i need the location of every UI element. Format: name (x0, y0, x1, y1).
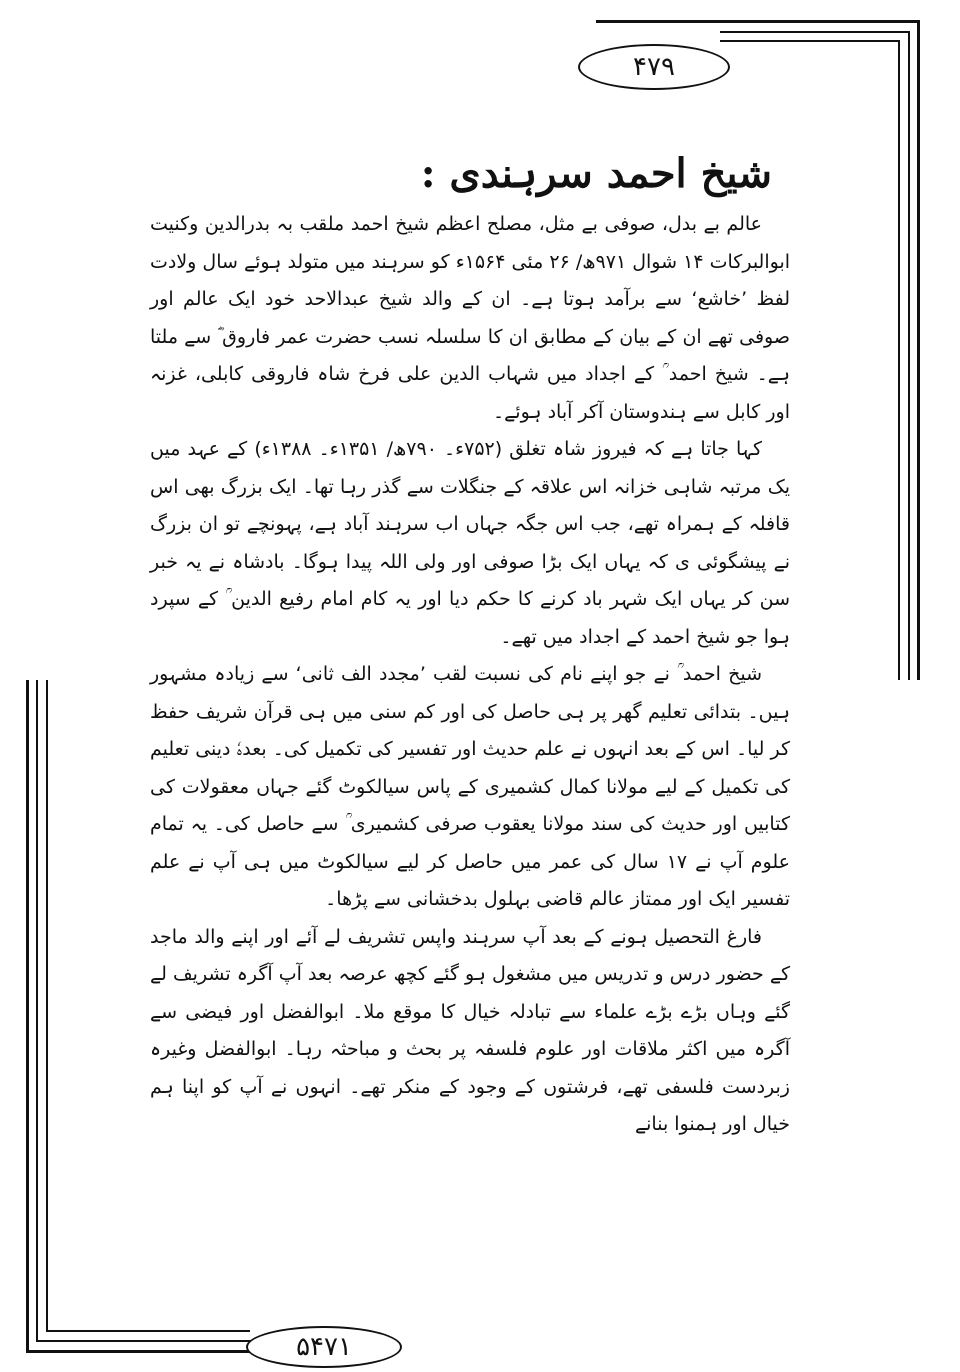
top-page-number: ۴۷۹ (578, 44, 730, 90)
frame-line-right-middle (908, 31, 910, 680)
frame-line-bottom-middle (36, 1340, 256, 1342)
bottom-page-number: ۵۴۷۱ (246, 1326, 402, 1368)
paragraph-3: شیخ احمد ؒ نے جو اپنے نام کی نسبت لقب ’مجدد الف ثانی‘ سے زیادہ مشہور ہیں۔ بتدائی تعلیم گھر پر ہی حاصل کی اور کم سنی میں ہی قرآن شریف حفظ کر لیا۔ اس کے بعد انہوں نے علم حدیث اور تفسیر کی تکمیل کی۔ بعدہٗ دینی تعلیم کی تکمیل کے لیے مولانا کمال کشمیری کے پاس سیالکوٹ گئے جہاں معقولات کی کتابیں اور حدیث کی سند مولانا یعقوب صرفی کشمیری ؒ سے حاصل کی۔ یہ تمام علوم آپ نے ۱۷ سال کی عمر میں حاصل کر لیے سیالکوٹ میں ہی آپ نے علم تفسیر ایک اور ممتاز عالم قاضی بہلول بدخشانی سے پڑھا۔ (150, 663, 790, 910)
frame-line-top-middle (720, 31, 910, 33)
article-heading: شیخ احمد سرہندی : (420, 150, 772, 197)
frame-line-bottom-inner (46, 1330, 250, 1332)
frame-line-left-inner (46, 680, 48, 1330)
frame-line-left-middle (36, 680, 38, 1342)
frame-line-top-inner (720, 40, 900, 42)
frame-line-right-inner (898, 40, 900, 680)
frame-line-left-outer (26, 680, 29, 1352)
frame-line-top-outer (596, 20, 920, 23)
article-body (150, 150, 790, 1144)
paragraph-1: عالم بے بدل، صوفی بے مثل، مصلح اعظم شیخ احمد ملقب بہ بدرالدین وکنیت ابوالبرکات ۱۴ شوال ۹۷۱ھ/ ۲۶ مئی ۱۵۶۴ء کو سرہند میں متولد ہوئے سال ولادت لفظ ’خاشع‘ سے برآمد ہوتا ہے۔ ان کے والد شیخ عبدالاحد خود ایک عالم اور صوفی تھے ان کے بیان کے مطابق ان کا سلسلہ نسب حضرت عمر فاروق ؓ سے ملتا ہے۔ شیخ احمد ؒ کے اجداد میں شہاب الدین علی فرخ شاہ فاروقی کابلی، غزنہ اور کابل سے ہندوستان آکر آباد ہوئے۔ (150, 213, 791, 423)
paragraph-2: کہا جاتا ہے کہ فیروز شاہ تغلق (۷۵۲ء۔ ۷۹۰ھ/ ۱۳۵۱ء۔ ۱۳۸۸ء) کے عہد میں یک مرتبہ شاہی خزانہ اس علاقہ کے جنگلات سے گذر رہا تھا۔ ایک بزرگ بھی اس قافلہ کے ہمراہ تھے، جب اس جگہ جہاں اب سرہند آباد ہے، پہونچے تو ان بزرگ نے پیشگوئی ی کہ یہاں ایک بڑا صوفی اور ولی اللہ پیدا ہوگا۔ بادشاہ نے یہ خبر سن کر یہاں ایک شہر باد کرنے کا حکم دیا اور یہ کام امام رفیع الدین ؒ کے سپرد ہوا جو شیخ احمد کے اجداد میں تھے۔ (150, 438, 790, 648)
frame-line-right-outer (917, 20, 920, 680)
paragraph-4: فارغ التحصیل ہونے کے بعد آپ سرہند واپس تشریف لے آئے اور اپنے والد ماجد کے حضور درس و تدریس میں مشغول ہو گئے کچھ عرصہ بعد آپ آگرہ تشریف لے گئے وہاں بڑے بڑے علماء سے تبادلہ خیال کا موقع ملا۔ ابوالفضل اور فیضی سے آگرہ میں اکثر ملاقات اور علوم فلسفہ پر بحث و مباحثہ رہا۔ ابوالفضل وغیرہ زبردست فلسفی تھے، فرشتوں کے وجود کے منکر تھے۔ انہوں نے آپ کو اپنا ہم خیال اور ہمنوا بنانے (150, 925, 790, 1135)
frame-line-bottom-outer (26, 1350, 266, 1353)
